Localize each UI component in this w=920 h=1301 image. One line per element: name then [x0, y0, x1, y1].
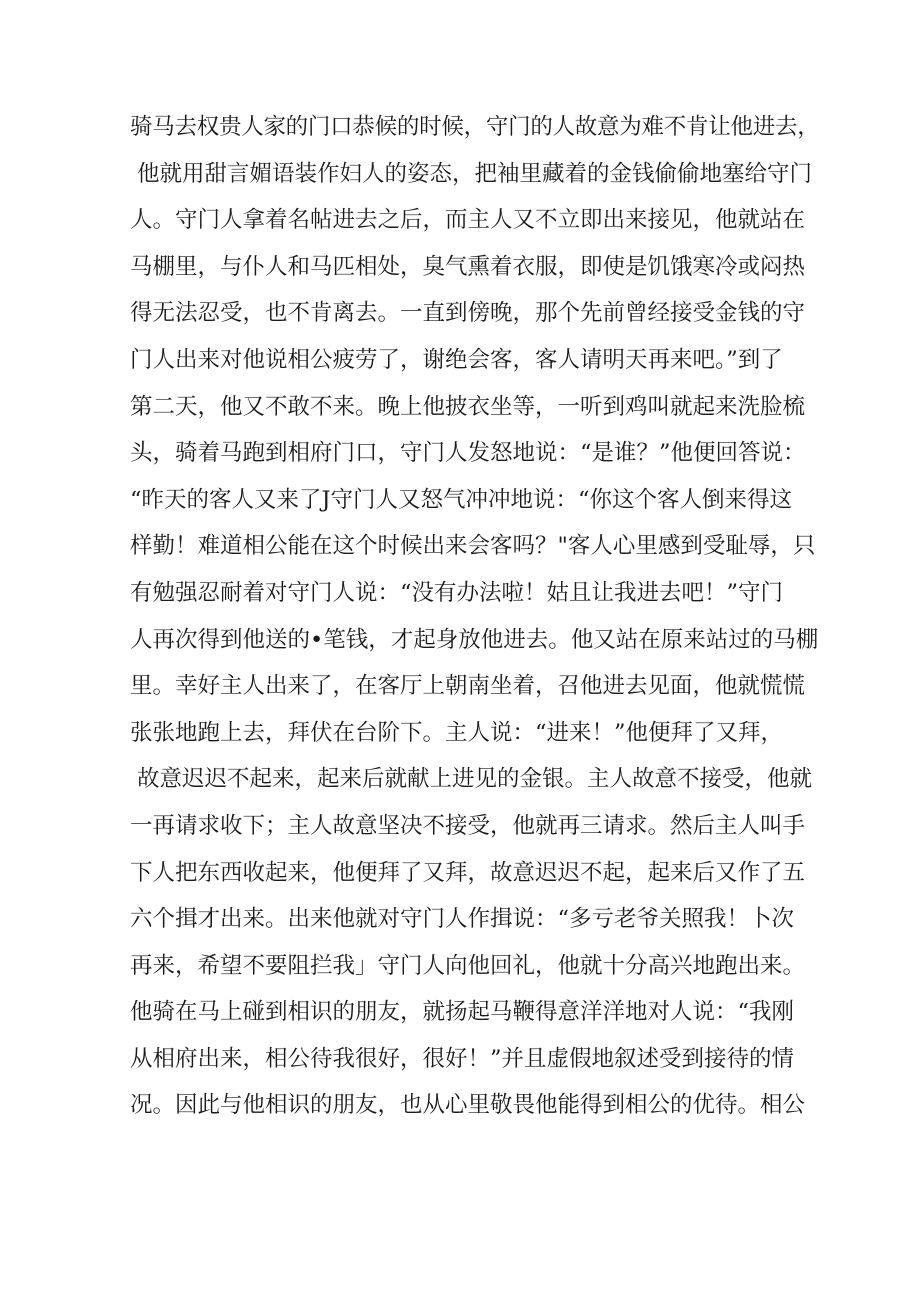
text-line: 马棚里，与仆人和马匹相处，臭气熏着衣服，即使是饥饿寒冷或闷热	[130, 253, 806, 280]
text-line: 他就用甜言媚语装作妇人的姿态，把袖里藏着的金钱偷偷地塞给守门	[137, 160, 813, 187]
body-text	[130, 104, 820, 1129]
text-line: 里。幸好主人出来了，在客厅上朝南坐着，召他进去见面，他就慌慌	[130, 673, 806, 700]
text-line: 门人出来对他说相公疲劳了，谢绝会客，客人请明天再来吧。”到了	[130, 346, 783, 373]
text-line: 人再次得到他送的•笔钱，才起身放他进去。他又站在原来站过的马棚	[130, 626, 819, 653]
text-line: 况。因此与他相识的朋友，也从心里敬畏他能得到相公的优待。相公	[130, 1092, 806, 1119]
text-line: 有勉强忍耐着对守门人说：“没有办法啦！姑且让我进去吧！”守门	[130, 579, 784, 606]
text-line: 人。守门人拿着名帖进去之后，而主人又不立即出来接见，他就站在	[130, 207, 806, 234]
text-line: 再来，希望不要阻拦我」守门人向他回礼，他就十分高兴地跑出来。	[130, 952, 806, 979]
text-line: 骑马去权贵人家的门口恭候的时候，守门的人故意为难不肯让他进去，	[130, 114, 820, 140]
text-line: 从相府出来，相公待我很好，很好！”并且虚假地叙述受到接待的情	[130, 1045, 795, 1072]
text-line: 头，骑着马跑到相府门口，守门人发怒地说：“是谁？”他便回答说：	[130, 440, 806, 467]
text-line: 张张地跑上去，拜伏在台阶下。主人说：“进来！”他便拜了又拜，	[130, 719, 784, 746]
text-line: “昨天的客人又来了J守门人又怒气冲冲地说：“你这个客人倒来得这	[130, 486, 793, 513]
text-line: 样勤！难道相公能在这个时候出来会客吗？"客人心里感到受耻辱，只	[130, 533, 816, 560]
text-line: 一再请求收下；主人故意坚决不接受，他就再三请求。然后主人叫手	[130, 812, 806, 839]
text-line: 他骑在马上碰到相识的朋友，就扬起马鞭得意洋洋地对人说：“我刚	[130, 999, 795, 1026]
text-line: 六个揖才出来。出来他就对守门人作揖说：“多亏老爷关照我！卜次	[130, 906, 795, 933]
text-line: 故意迟迟不起来，起来后就献上进见的金银。主人故意不接受，他就	[137, 766, 813, 793]
text-line: 下人把东西收起来，他便拜了又拜，故意迟迟不起，起来后又作了五	[130, 859, 806, 886]
text-line: 得无法忍受，也不肯离去。一直到傍晚，那个先前曾经接受金钱的守	[130, 300, 806, 327]
text-line: 第二天，他又不敢不来。晚上他披衣坐等，一听到鸡叫就起来洗脸梳	[130, 393, 806, 420]
